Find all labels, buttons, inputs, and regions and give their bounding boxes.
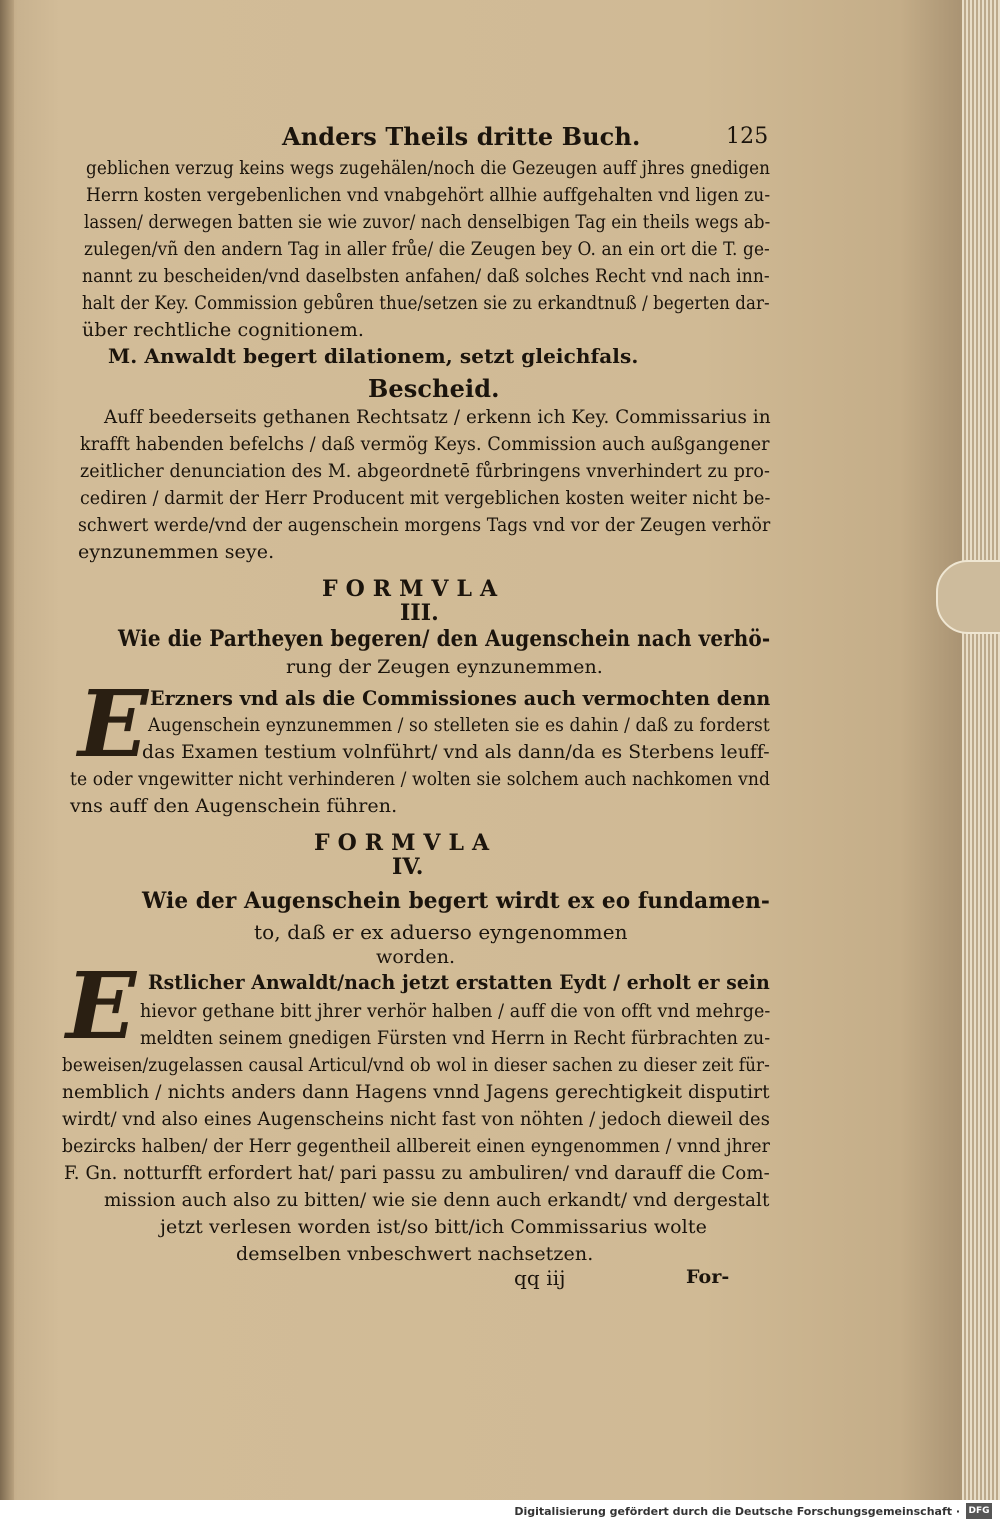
dfg-logo: DFG xyxy=(966,1503,992,1519)
text-line: Augenschein eynzunemmen / so stelleten sie es dahin / daß zu forderst xyxy=(148,714,770,736)
text-line: bezircks halben/ der Herr gegentheil allbereit einen eyngenommen / vnnd jhrer xyxy=(62,1135,770,1157)
text-line: demselben vnbeschwert nachsetzen. xyxy=(236,1243,594,1265)
formula-title-line: Wie der Augenschein begert wirdt ex eo fundamen- xyxy=(142,888,770,914)
text-line: lassen/ derwegen batten sie wie zuvor/ nach denselbigen Tag ein theils wegs ab- xyxy=(84,211,771,233)
signature-mark: qq iij xyxy=(514,1266,566,1290)
text-line: jetzt verlesen worden ist/so bitt/ich Commissarius wolte xyxy=(160,1216,707,1238)
text-line: schwert werde/vnd der augenschein morgens Tags vnd vor der Zeugen verhör xyxy=(78,514,771,536)
formula-number: III. xyxy=(400,600,439,626)
text-line: Rstlicher Anwaldt/nach jetzt erstatten Eydt / erholt er sein xyxy=(148,970,770,994)
text-line: nemblich / nichts anders dann Hagens vnnd Jagens gerechtigkeit disputirt xyxy=(62,1081,770,1103)
text-line: wirdt/ vnd also eines Augenscheins nicht fast von nöhten / jedoch dieweil des xyxy=(62,1108,770,1130)
running-title: Anders Theils dritte Buch. xyxy=(282,122,641,151)
text-line: vns auff den Augenschein führen. xyxy=(70,795,398,817)
text-line: geblichen verzug keins wegs zugehälen/noch die Gezeugen auff jhres gnedigen xyxy=(86,157,771,179)
text-line: cediren / darmit der Herr Producent mit vergeblichen kosten weiter nicht be- xyxy=(80,487,771,509)
footer-credit: Digitalisierung gefördert durch die Deutsche Forschungsgemeinschaft · xyxy=(514,1505,960,1518)
section-heading: Bescheid. xyxy=(368,374,500,403)
formula-title-line: Wie die Partheyen begeren/ den Augenschein nach verhö- xyxy=(118,626,771,652)
formula-number: IV. xyxy=(392,854,424,880)
text-line: F. Gn. notturfft erfordert hat/ pari passu zu ambuliren/ vnd darauff die Com- xyxy=(64,1162,770,1184)
text-line: Herrn kosten vergebenlichen vnd vnabgehört allhie auffgehalten vnd ligen zu- xyxy=(86,184,771,206)
page-stack-edge xyxy=(962,0,1000,1500)
formula-title-line: worden. xyxy=(376,946,456,968)
text-line: zeitlicher denunciation des M. abgeordnetē fůrbringens vnverhindert zu pro- xyxy=(80,460,771,482)
text-line: Auff beederseits gethanen Rechtsatz / erkenn ich Key. Commissarius in xyxy=(104,406,771,428)
text-line: über rechtliche cognitionem. xyxy=(82,319,364,341)
page-number: 125 xyxy=(726,124,769,149)
drop-cap-initial: E xyxy=(78,670,149,778)
text-line: beweisen/zugelassen causal Articul/vnd ob wol in dieser sachen zu dieser zeit für- xyxy=(62,1054,770,1076)
text-line: hievor gethane bitt jhrer verhör halben / auff die von offt vnd mehrge- xyxy=(140,1000,771,1022)
formula-title-line: rung der Zeugen eynzunemmen. xyxy=(286,656,603,678)
catchword: For- xyxy=(686,1266,730,1288)
formula-label: FORMVLA xyxy=(314,830,498,856)
text-line: meldten seinem gnedigen Fürsten vnd Herrn in Recht fürbrachten zu- xyxy=(140,1027,771,1049)
anwalt-line: M. Anwaldt begert dilationem, setzt gleichfals. xyxy=(108,344,639,368)
text-line: Erzners vnd als die Commissiones auch vermochten denn xyxy=(150,686,771,710)
text-line: zulegen/vñ den andern Tag in aller frůe/ die Zeugen bey O. an ein ort die T. ge- xyxy=(84,238,770,260)
text-line: das Examen testium volnführt/ vnd als dann/da es Sterbens leuff- xyxy=(142,741,770,763)
text-line: halt der Key. Commission gebůren thue/setzen sie zu erkandtnuß / begerten dar- xyxy=(82,292,770,314)
formula-title-line: to, daß er ex aduerso eyngenommen xyxy=(254,920,628,944)
formula-label: FORMVLA xyxy=(322,576,506,602)
text-line: te oder vngewitter nicht verhinderen / wolten sie solchem auch nachkomen vnd xyxy=(70,768,771,790)
text-line: mission auch also zu bitten/ wie sie denn auch erkandt/ vnd dergestalt xyxy=(104,1189,770,1211)
text-line: eynzunemmen seye. xyxy=(78,541,275,563)
text-line: nannt zu bescheiden/vnd daselbsten anfahen/ daß solches Recht vnd nach inn- xyxy=(82,265,770,287)
bookmark-tab xyxy=(936,560,1000,634)
text-line: krafft habenden befelchs / daß vermög Keys. Commission auch außgangener xyxy=(80,433,770,455)
drop-cap-initial: E xyxy=(66,952,137,1060)
page-gutter xyxy=(0,0,14,1500)
footer-bar xyxy=(0,1500,1000,1524)
